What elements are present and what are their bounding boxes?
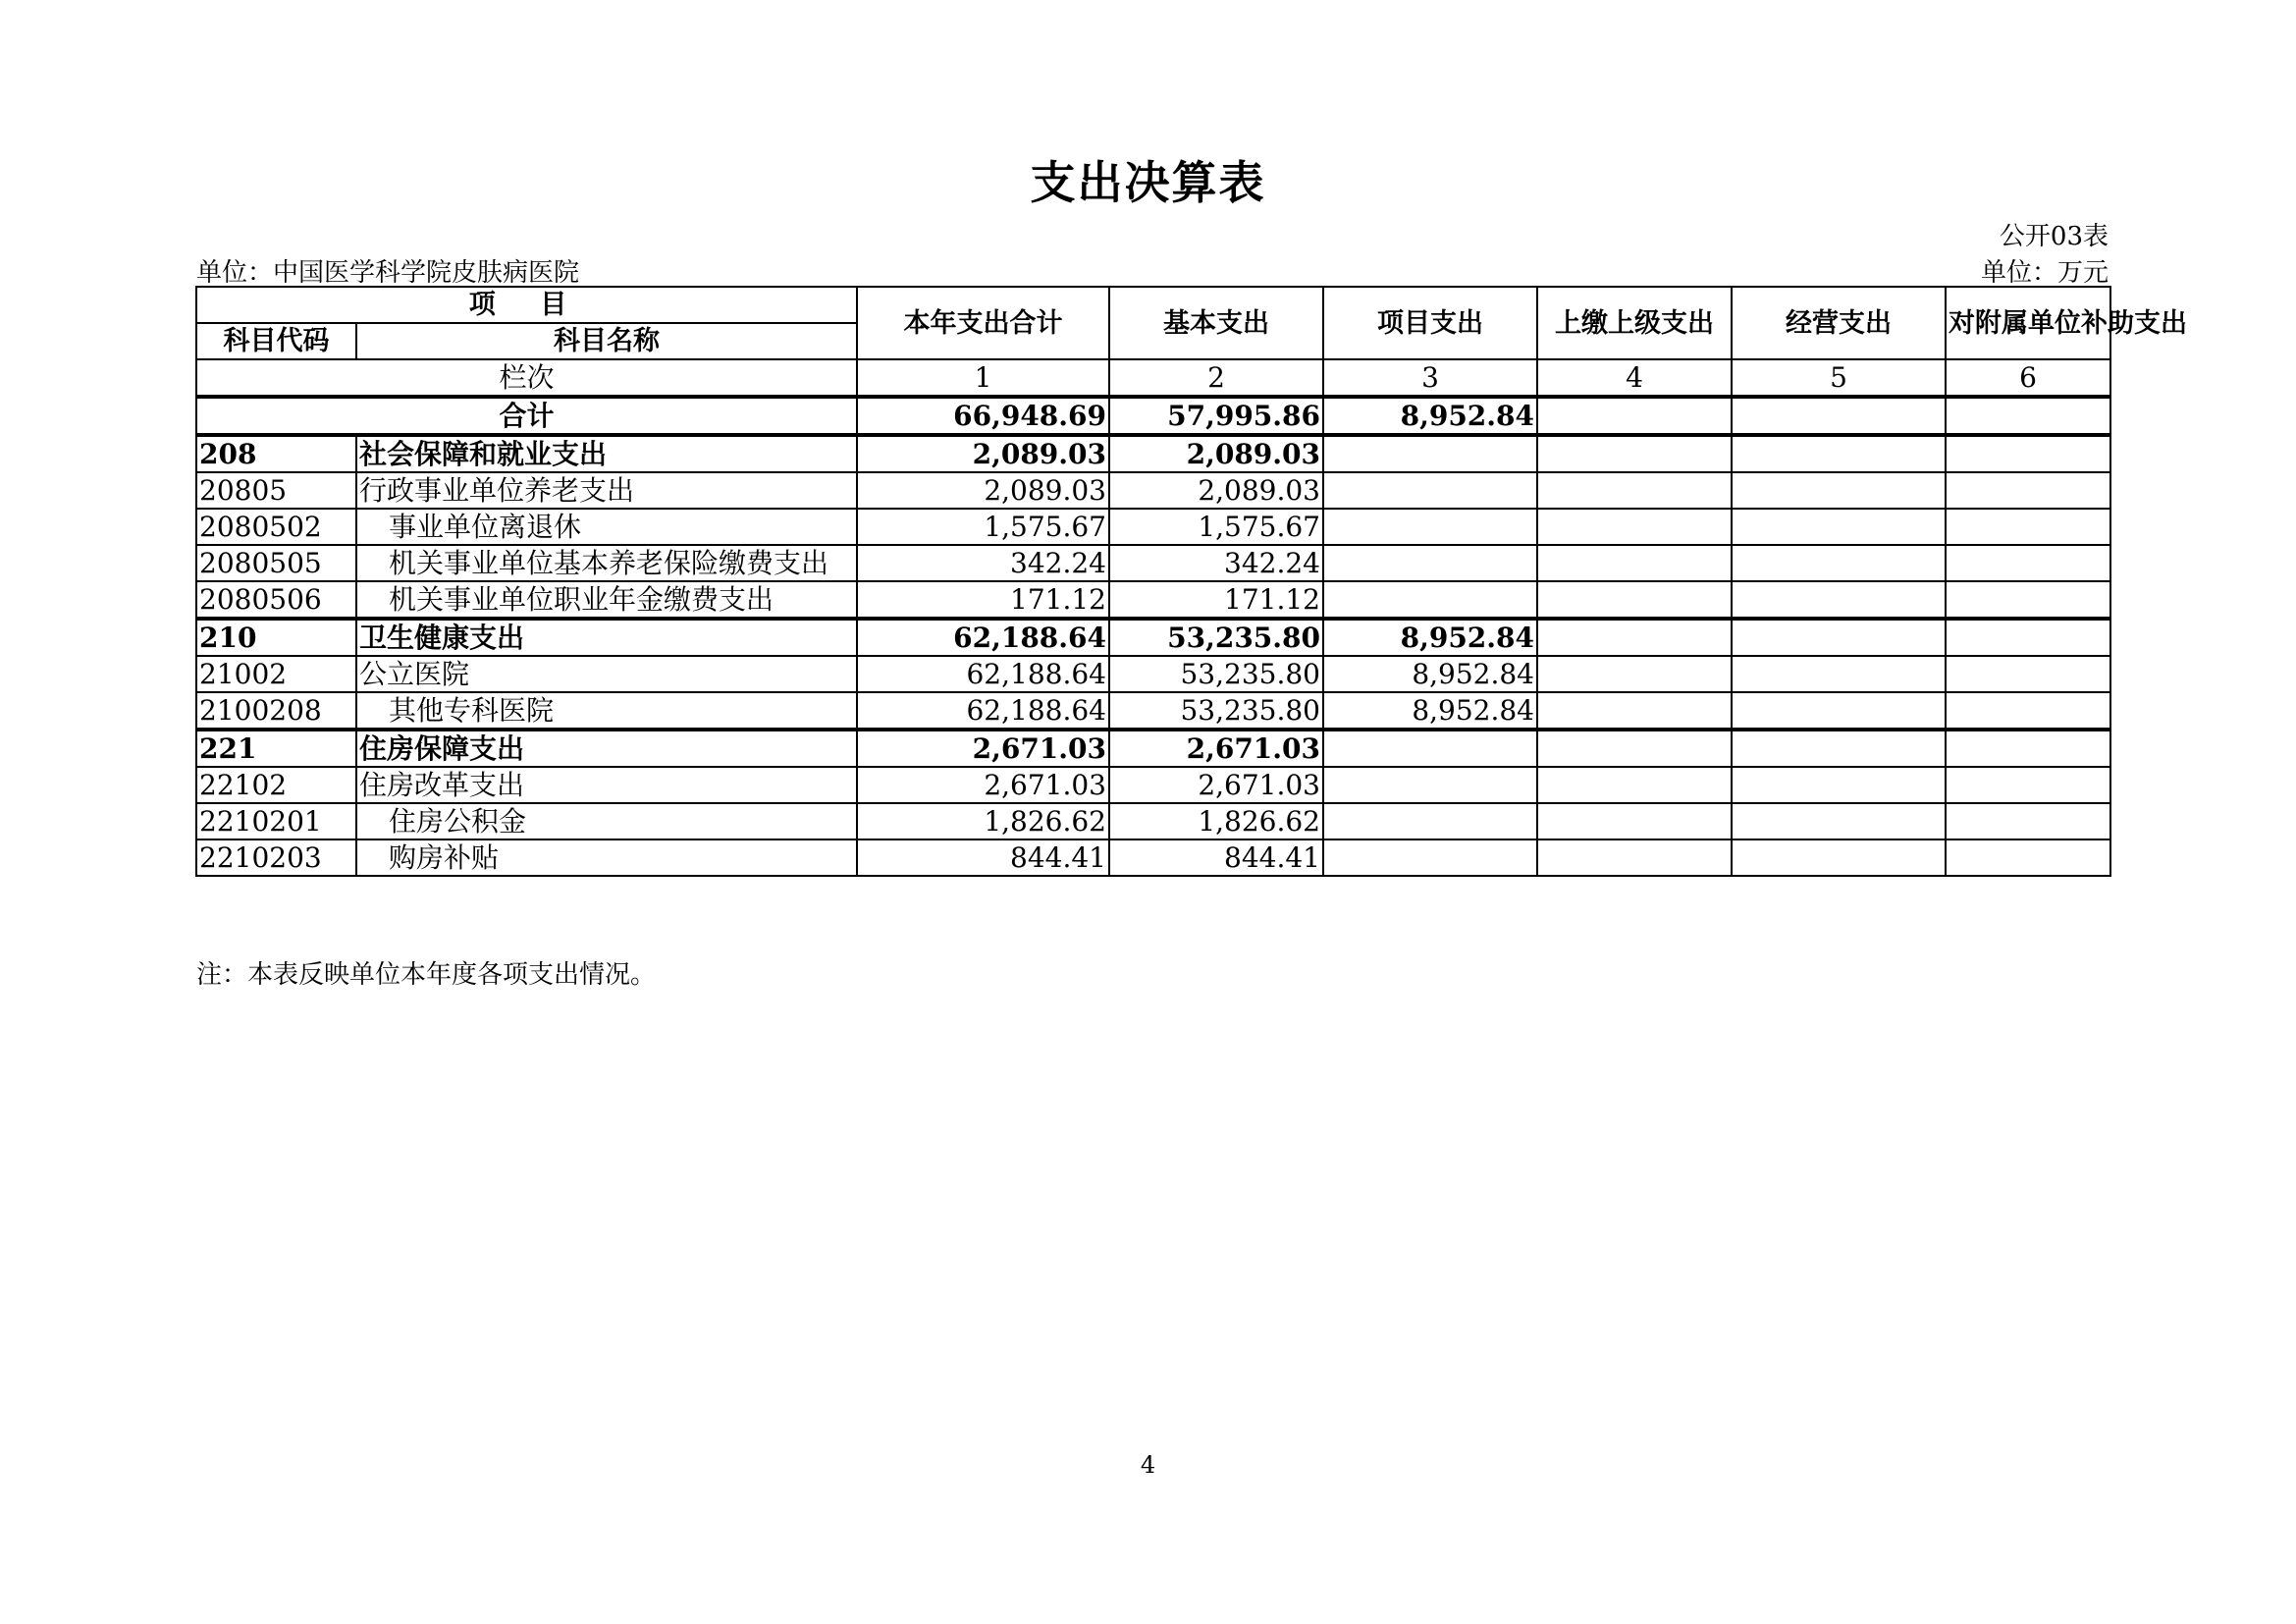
row-name: 住房改革支出 bbox=[356, 767, 857, 803]
row-cell bbox=[1537, 803, 1732, 839]
header-subsidiary-subsidy: 对附属单位补助支出 bbox=[1946, 287, 2110, 359]
row-cell: 53,235.80 bbox=[1109, 692, 1323, 730]
header-project-expenditure: 项目支出 bbox=[1323, 287, 1537, 359]
row-cell bbox=[1323, 435, 1537, 472]
row-code: 2080505 bbox=[196, 545, 356, 581]
currency-unit: 单位：万元 bbox=[1980, 258, 2109, 288]
row-cell bbox=[1732, 619, 1946, 656]
table-row bbox=[196, 435, 2110, 472]
row-cell bbox=[1732, 692, 1946, 730]
row-code: 2100208 bbox=[196, 692, 356, 730]
row-cell: 1,826.62 bbox=[1109, 803, 1323, 839]
row-cell bbox=[1537, 656, 1732, 692]
row-cell bbox=[1732, 730, 1946, 767]
row-cell bbox=[1537, 509, 1732, 545]
row-code: 2210203 bbox=[196, 839, 356, 876]
sequence-cell: 1 bbox=[857, 359, 1109, 397]
row-cell bbox=[1323, 767, 1537, 803]
row-cell: 342.24 bbox=[1109, 545, 1323, 581]
total-cell bbox=[1732, 397, 1946, 435]
row-cell: 2,671.03 bbox=[1109, 767, 1323, 803]
reporting-unit: 单位：中国医学科学院皮肤病医院 bbox=[196, 258, 580, 288]
header-code: 科目代码 bbox=[196, 323, 356, 359]
row-cell bbox=[1323, 545, 1537, 581]
row-name: 购房补贴 bbox=[356, 839, 857, 876]
row-cell bbox=[1732, 581, 1946, 619]
row-code: 2080502 bbox=[196, 509, 356, 545]
table-row bbox=[196, 656, 2110, 692]
row-cell bbox=[1732, 767, 1946, 803]
row-cell bbox=[1537, 472, 1732, 509]
sequence-label: 栏次 bbox=[196, 359, 857, 397]
total-cell bbox=[1946, 397, 2110, 435]
row-name: 行政事业单位养老支出 bbox=[356, 472, 857, 509]
row-cell bbox=[1537, 839, 1732, 876]
row-name: 卫生健康支出 bbox=[356, 619, 857, 656]
sequence-cell: 3 bbox=[1323, 359, 1537, 397]
row-code: 210 bbox=[196, 619, 356, 656]
total-cell: 66,948.69 bbox=[857, 397, 1109, 435]
table-row bbox=[196, 803, 2110, 839]
table-row bbox=[196, 767, 2110, 803]
row-cell: 844.41 bbox=[1109, 839, 1323, 876]
table-row bbox=[196, 692, 2110, 730]
row-cell bbox=[1946, 545, 2110, 581]
row-name: 社会保障和就业支出 bbox=[356, 435, 857, 472]
row-name: 住房保障支出 bbox=[356, 730, 857, 767]
row-cell bbox=[1946, 803, 2110, 839]
row-cell bbox=[1323, 839, 1537, 876]
row-cell bbox=[1946, 767, 2110, 803]
row-name: 机关事业单位基本养老保险缴费支出 bbox=[356, 545, 857, 581]
table-note: 注：本表反映单位本年度各项支出情况。 bbox=[196, 960, 657, 990]
row-cell bbox=[1946, 509, 2110, 545]
row-cell bbox=[1537, 767, 1732, 803]
row-cell: 53,235.80 bbox=[1109, 656, 1323, 692]
row-cell bbox=[1732, 839, 1946, 876]
row-cell: 8,952.84 bbox=[1323, 619, 1537, 656]
row-cell bbox=[1537, 545, 1732, 581]
row-cell bbox=[1323, 730, 1537, 767]
row-cell bbox=[1537, 692, 1732, 730]
row-cell bbox=[1946, 435, 2110, 472]
table-row bbox=[196, 839, 2110, 876]
sequence-cell: 2 bbox=[1109, 359, 1323, 397]
header-total-expenditure: 本年支出合计 bbox=[857, 287, 1109, 359]
table-row bbox=[196, 509, 2110, 545]
row-name: 事业单位离退休 bbox=[356, 509, 857, 545]
row-cell bbox=[1732, 472, 1946, 509]
header-item: 项 目 bbox=[196, 287, 857, 323]
header-remittance-expenditure: 上缴上级支出 bbox=[1537, 287, 1732, 359]
row-cell bbox=[1946, 656, 2110, 692]
sequence-row bbox=[196, 359, 2110, 397]
sequence-cell: 5 bbox=[1732, 359, 1946, 397]
row-code: 2210201 bbox=[196, 803, 356, 839]
row-cell bbox=[1946, 581, 2110, 619]
row-cell: 2,671.03 bbox=[857, 730, 1109, 767]
row-name: 机关事业单位职业年金缴费支出 bbox=[356, 581, 857, 619]
row-cell: 8,952.84 bbox=[1323, 692, 1537, 730]
row-cell bbox=[1946, 730, 2110, 767]
header-basic-expenditure: 基本支出 bbox=[1109, 287, 1323, 359]
table-row bbox=[196, 619, 2110, 656]
row-cell: 171.12 bbox=[857, 581, 1109, 619]
total-label: 合计 bbox=[196, 397, 857, 435]
header-operating-expenditure: 经营支出 bbox=[1732, 287, 1946, 359]
row-cell: 2,089.03 bbox=[857, 435, 1109, 472]
row-cell: 62,188.64 bbox=[857, 619, 1109, 656]
header-name: 科目名称 bbox=[356, 323, 857, 359]
row-cell: 171.12 bbox=[1109, 581, 1323, 619]
row-code: 20805 bbox=[196, 472, 356, 509]
row-cell bbox=[1537, 730, 1732, 767]
row-name: 公立医院 bbox=[356, 656, 857, 692]
table-row bbox=[196, 581, 2110, 619]
row-cell: 62,188.64 bbox=[857, 692, 1109, 730]
row-cell: 1,575.67 bbox=[857, 509, 1109, 545]
row-cell bbox=[1537, 581, 1732, 619]
page-title: 支出决算表 bbox=[1030, 156, 1266, 209]
row-cell: 2,089.03 bbox=[1109, 435, 1323, 472]
total-cell bbox=[1537, 397, 1732, 435]
row-code: 221 bbox=[196, 730, 356, 767]
row-code: 208 bbox=[196, 435, 356, 472]
row-code: 21002 bbox=[196, 656, 356, 692]
row-name: 住房公积金 bbox=[356, 803, 857, 839]
total-row bbox=[196, 397, 2110, 435]
sequence-cell: 4 bbox=[1537, 359, 1732, 397]
table-row bbox=[196, 545, 2110, 581]
row-cell bbox=[1732, 656, 1946, 692]
table-row bbox=[196, 472, 2110, 509]
row-cell bbox=[1946, 619, 2110, 656]
row-cell: 1,575.67 bbox=[1109, 509, 1323, 545]
row-cell: 2,089.03 bbox=[1109, 472, 1323, 509]
row-cell bbox=[1732, 545, 1946, 581]
row-cell bbox=[1946, 839, 2110, 876]
row-cell bbox=[1732, 435, 1946, 472]
total-cell: 8,952.84 bbox=[1323, 397, 1537, 435]
expenditure-table bbox=[195, 286, 2187, 877]
row-code: 2080506 bbox=[196, 581, 356, 619]
row-cell: 2,671.03 bbox=[857, 767, 1109, 803]
row-cell: 2,671.03 bbox=[1109, 730, 1323, 767]
row-cell bbox=[1323, 803, 1537, 839]
page-number: 4 bbox=[1140, 1451, 1156, 1479]
row-cell bbox=[1537, 619, 1732, 656]
row-cell: 8,952.84 bbox=[1323, 656, 1537, 692]
row-cell bbox=[1537, 435, 1732, 472]
row-cell: 62,188.64 bbox=[857, 656, 1109, 692]
row-cell bbox=[1946, 472, 2110, 509]
row-cell bbox=[1732, 509, 1946, 545]
form-number: 公开03表 bbox=[1999, 222, 2109, 251]
row-code: 22102 bbox=[196, 767, 356, 803]
sequence-cell: 6 bbox=[1946, 359, 2110, 397]
row-cell bbox=[1732, 803, 1946, 839]
row-cell bbox=[1323, 472, 1537, 509]
row-cell bbox=[1323, 581, 1537, 619]
row-cell: 844.41 bbox=[857, 839, 1109, 876]
row-cell: 53,235.80 bbox=[1109, 619, 1323, 656]
row-name: 其他专科医院 bbox=[356, 692, 857, 730]
table-row bbox=[196, 730, 2110, 767]
total-cell: 57,995.86 bbox=[1109, 397, 1323, 435]
row-cell: 2,089.03 bbox=[857, 472, 1109, 509]
row-cell: 342.24 bbox=[857, 545, 1109, 581]
row-cell: 1,826.62 bbox=[857, 803, 1109, 839]
row-cell bbox=[1323, 509, 1537, 545]
row-cell bbox=[1946, 692, 2110, 730]
